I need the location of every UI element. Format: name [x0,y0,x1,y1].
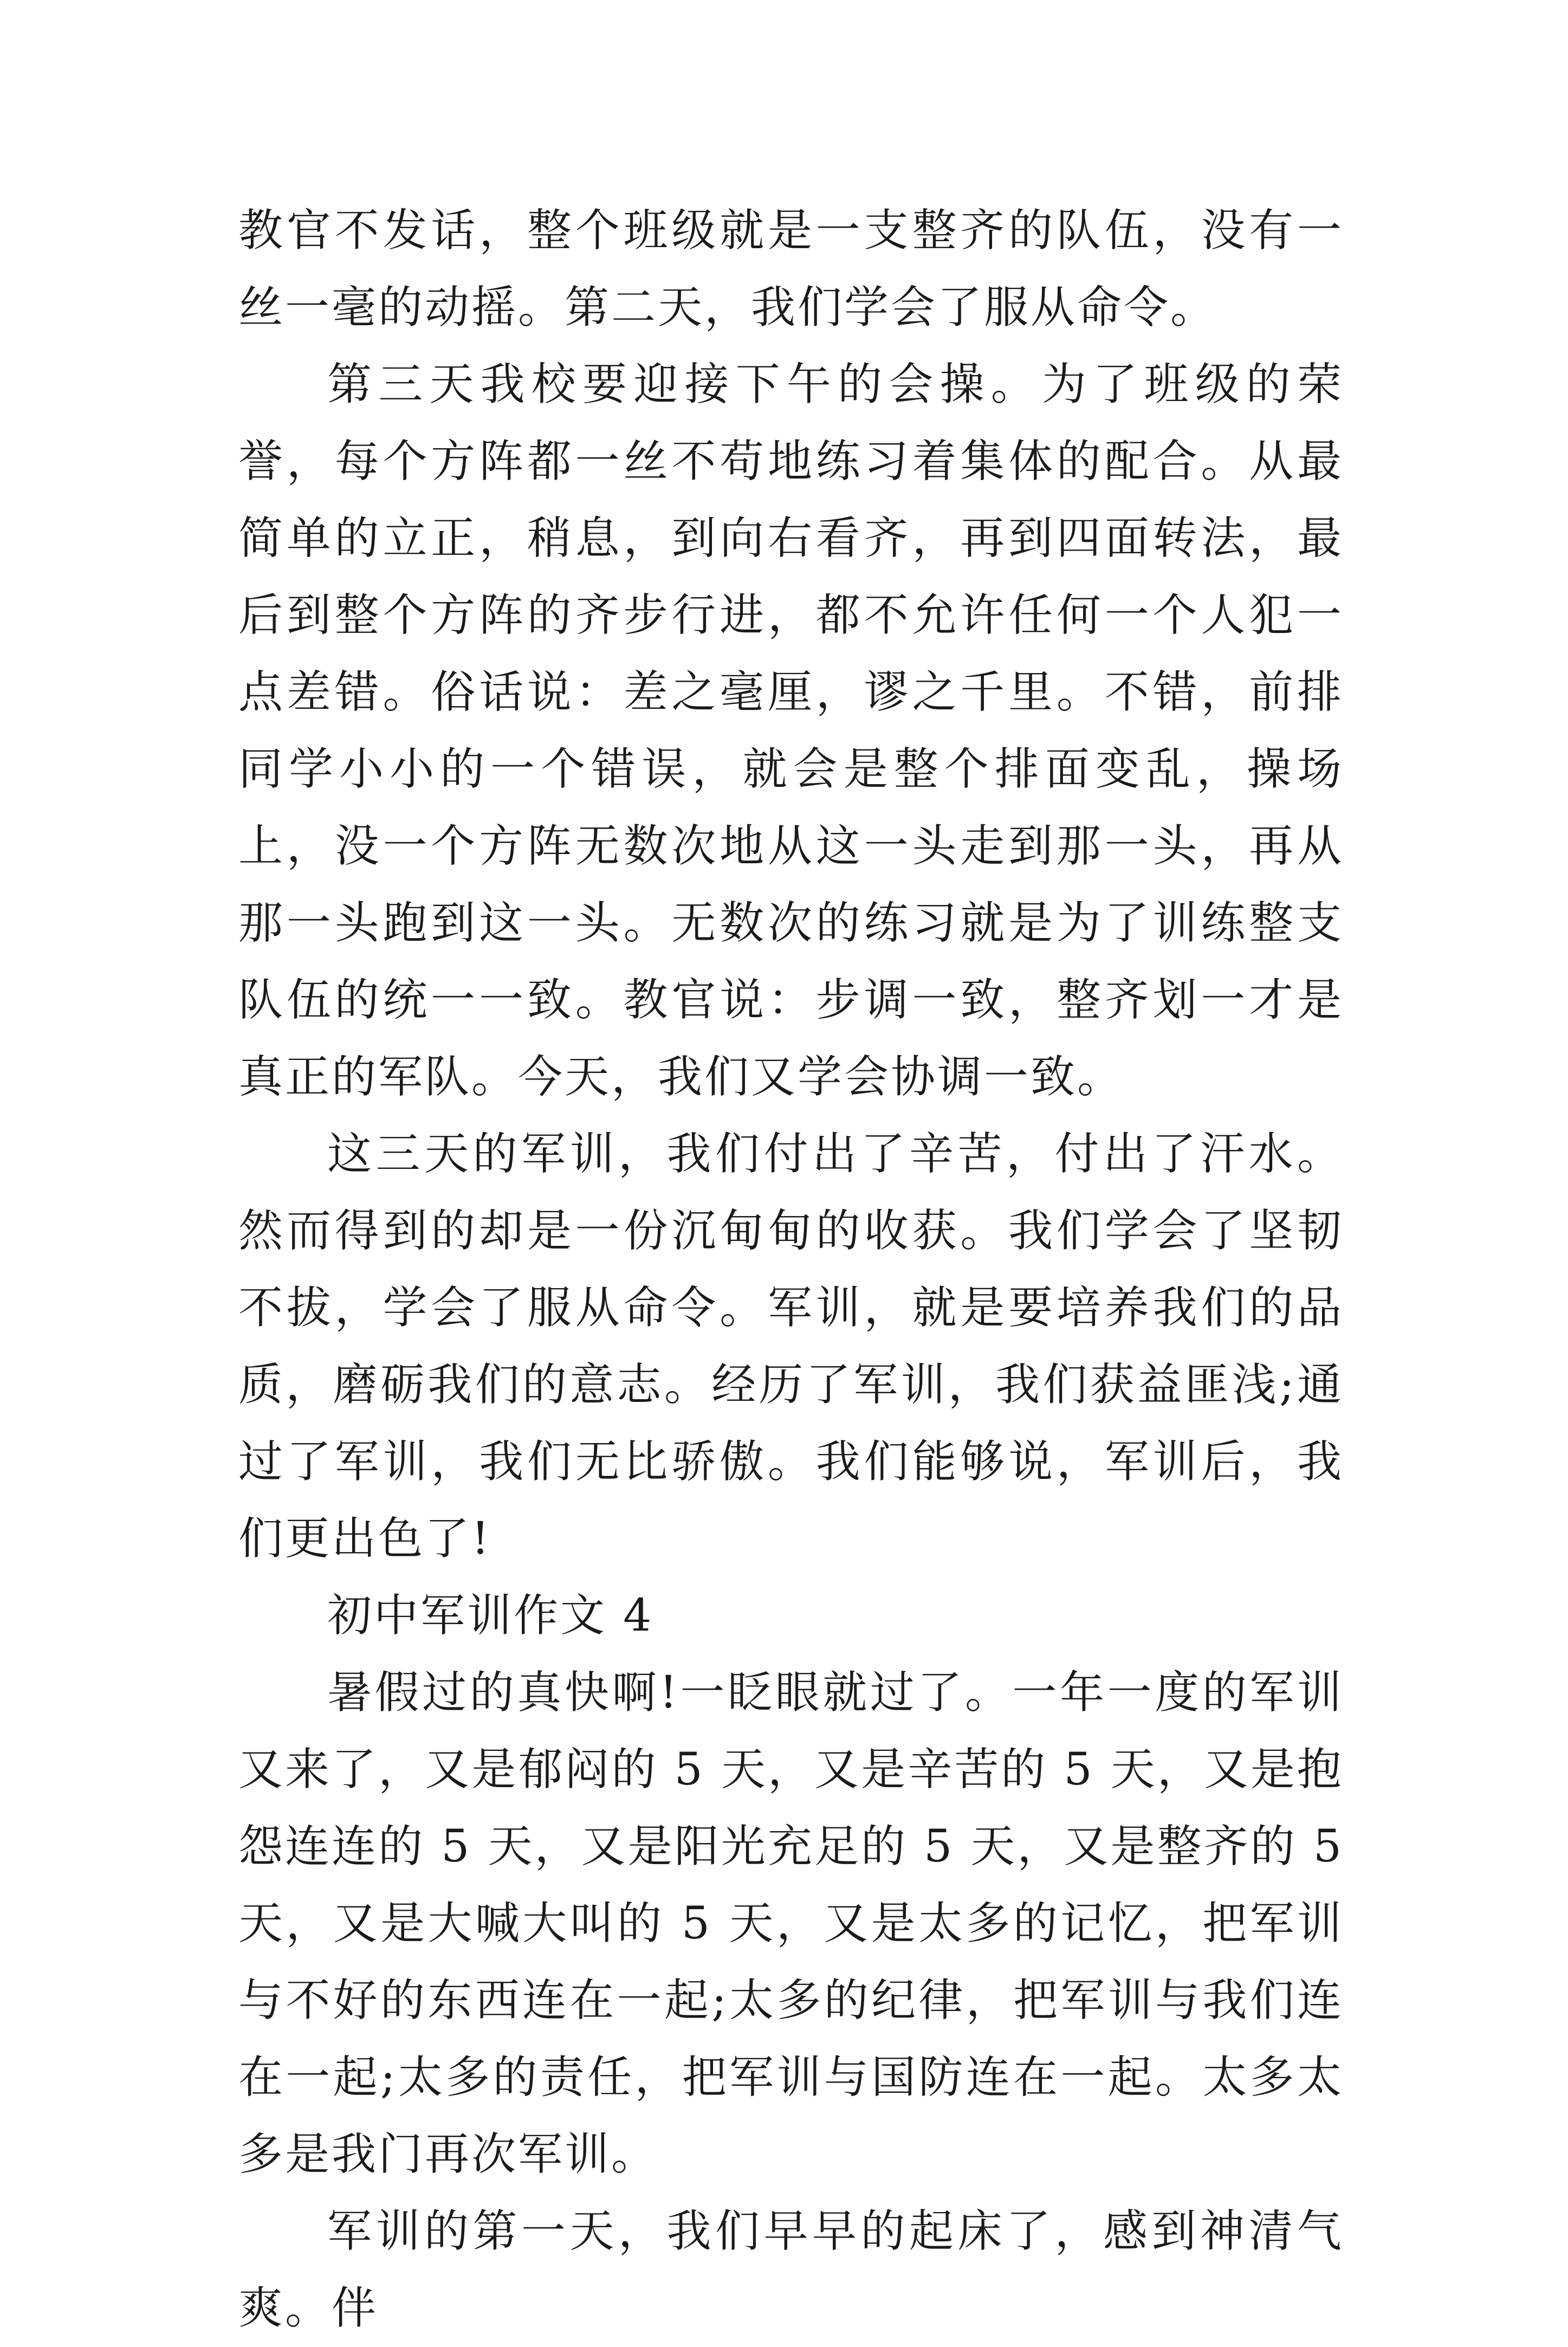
document-body [238,192,1344,2347]
paragraph-3: 这三天的军训，我们付出了辛苦，付出了汗水。然而得到的却是一份沉甸甸的收获。我们学会了坚韧不拔，学会了服从命令。军训，就是要培养我们的品质，磨砺我们的意志。经历了军训，我们获益匪浅;通过了军训，我们无比骄傲。我们能够说，军训后，我们更出色了! [238,1128,1344,1564]
paragraph-2: 第三天我校要迎接下午的会操。为了班级的荣誉，每个方阵都一丝不苟地练习着集体的配合。从最简单的立正，稍息，到向右看齐，再到四面转法，最后到整个方阵的齐步行进，都不允许任何一个人犯一点差错。俗话说：差之毫厘，谬之千里。不错，前排同学小小的一个错误，就会是整个排面变乱，操场上，没一个方阵无数次地从这一头走到那一头，再从那一头跑到这一头。无数次的练习就是为了训练整支队伍的统一一致。教官说：步调一致，整齐划一才是真正的军队。今天，我们又学会协调一致。 [238,359,1344,1103]
paragraph-4: 暑假过的真快啊!一眨眼就过了。一年一度的军训又来了，又是郁闷的 5 天，又是辛苦的 5 天，又是抱怨连连的 5 天，又是阳光充足的 5 天，又是整齐的 5 天，又是大喊大叫的 5 天，又是太多的记忆，把军训与不好的东西连在一起;太多的纪律，把军训与我们连在一起;太多的责任，把军训与国防连在一起。太多太多是我门再次军训。 [238,1667,1344,2180]
paragraph-5: 军训的第一天，我们早早的起床了，感到神清气爽。伴 [238,2206,1344,2334]
paragraph-1: 教官不发话，整个班级就是一支整齐的队伍，没有一丝一毫的动摇。第二天，我们学会了服从命令。 [238,205,1344,333]
section-heading: 初中军训作文 4 [327,1590,654,1641]
